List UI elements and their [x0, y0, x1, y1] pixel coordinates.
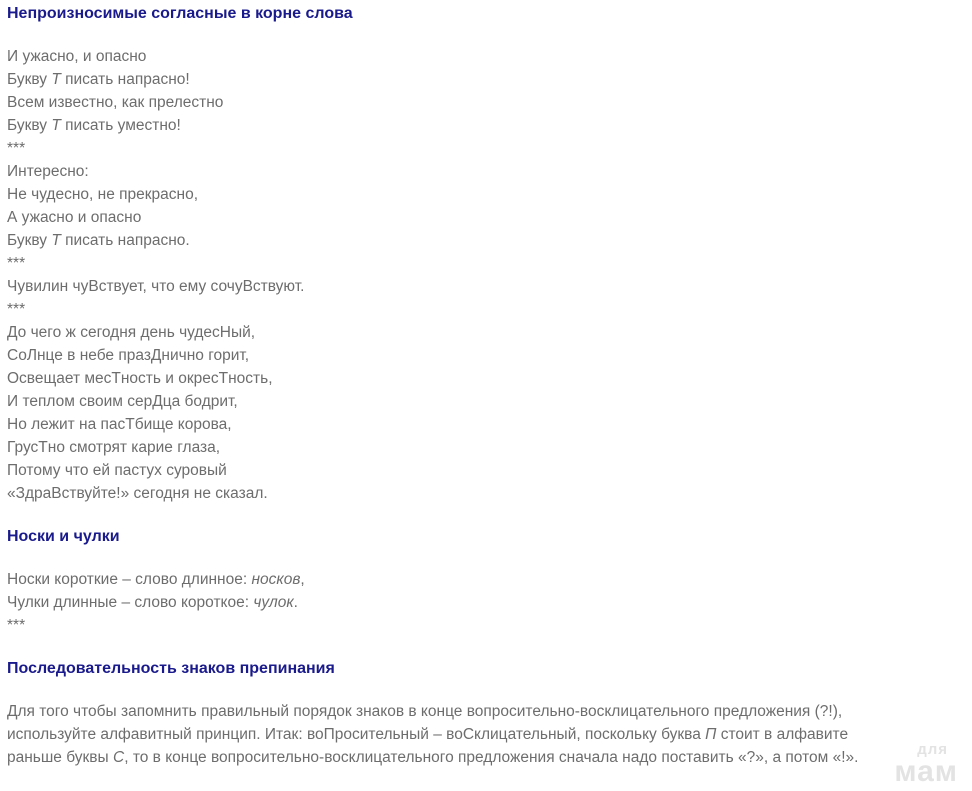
text-line: [7, 367, 964, 390]
text-segment: Не чудесно, не прекрасно,: [7, 186, 199, 203]
text-segment: Для того чтобы запомнить правильный порядок знаков в конце вопросительно-восклицательного предложения (?!),: [7, 703, 843, 720]
text-segment: Чувилин чуВствует, что ему сочуВствуют.: [7, 278, 305, 295]
italic-letter: П: [705, 726, 717, 743]
text-line: [7, 160, 964, 183]
text-line: [7, 137, 964, 160]
italic-letter: Т: [51, 232, 61, 249]
text-segment: ***: [7, 301, 26, 318]
text-segment: ***: [7, 255, 26, 272]
text-block: [7, 568, 964, 637]
italic-letter: Т: [51, 71, 61, 88]
text-line: [7, 45, 964, 68]
text-segment: «ЗдраВствуйте!» сегодня не сказал.: [7, 485, 268, 502]
text-segment: Носки короткие – слово длинное:: [7, 571, 252, 588]
text-segment: , то в конце вопросительно-восклицательного предложения сначала надо поставить «?», а потом «!».: [124, 749, 859, 766]
italic-letter: С: [113, 749, 125, 766]
text-line: [7, 700, 964, 723]
section-heading: Носки и чулки: [7, 528, 120, 545]
text-segment: используйте алфавитный принцип. Итак: воПросительный – воСклицательный, поскольку буква: [7, 726, 706, 743]
text-segment: ***: [7, 617, 26, 634]
text-block: [7, 700, 964, 769]
text-segment: Букву: [7, 71, 52, 88]
text-line: [7, 321, 964, 344]
text-segment: писать напрасно!: [60, 71, 190, 88]
text-segment: Букву: [7, 232, 52, 249]
italic-letter: носков: [251, 571, 301, 588]
text-line: [7, 436, 964, 459]
text-line: [7, 229, 964, 252]
text-line: [7, 114, 964, 137]
text-segment: ***: [7, 140, 26, 157]
text-line: [7, 252, 964, 275]
text-segment: раньше буквы: [7, 749, 113, 766]
text-segment: До чего ж сегодня день чудесНый,: [7, 324, 256, 341]
section-heading: Непроизносимые согласные в корне слова: [7, 5, 353, 22]
text-block: [7, 45, 964, 505]
text-segment: .: [293, 594, 298, 611]
text-segment: писать уместно!: [60, 117, 181, 134]
text-segment: А ужасно и опасно: [7, 209, 142, 226]
text-line: [7, 591, 964, 614]
italic-letter: Т: [51, 117, 61, 134]
text-line: [7, 413, 964, 436]
text-segment: ,: [300, 571, 305, 588]
italic-letter: чулок: [253, 594, 294, 611]
text-segment: Освещает месТность и окресТность,: [7, 370, 273, 387]
text-line: [7, 344, 964, 367]
text-line: [7, 568, 964, 591]
text-line: [7, 298, 964, 321]
text-segment: Букву: [7, 117, 52, 134]
text-segment: Интересно:: [7, 163, 89, 180]
text-line: [7, 746, 964, 769]
text-line: [7, 482, 964, 505]
text-line: [7, 183, 964, 206]
section-heading: Последовательность знаков препинания: [7, 660, 335, 677]
text-line: [7, 614, 964, 637]
text-segment: Всем известно, как прелестно: [7, 94, 224, 111]
text-line: [7, 459, 964, 482]
text-segment: Чулки длинные – слово короткое:: [7, 594, 254, 611]
text-segment: Но лежит на пасТбище корова,: [7, 416, 232, 433]
text-segment: стоит в алфавите: [716, 726, 849, 743]
text-segment: Потому что ей пастух суровый: [7, 462, 227, 479]
text-line: [7, 390, 964, 413]
text-line: [7, 91, 964, 114]
text-line: [7, 723, 964, 746]
text-segment: ГрусТно смотрят карие глаза,: [7, 439, 221, 456]
text-line: [7, 68, 964, 91]
text-line: [7, 206, 964, 229]
text-segment: И ужасно, и опасно: [7, 48, 147, 65]
watermark-line-mam: мам: [894, 755, 958, 788]
watermark-line-dlya: для: [917, 741, 948, 758]
watermark-dlya-mam: [894, 742, 958, 786]
text-segment: писать напрасно.: [60, 232, 190, 249]
text-segment: И теплом своим серДца бодрит,: [7, 393, 238, 410]
text-line: [7, 275, 964, 298]
text-segment: СоЛнце в небе празДнично горит,: [7, 347, 250, 364]
